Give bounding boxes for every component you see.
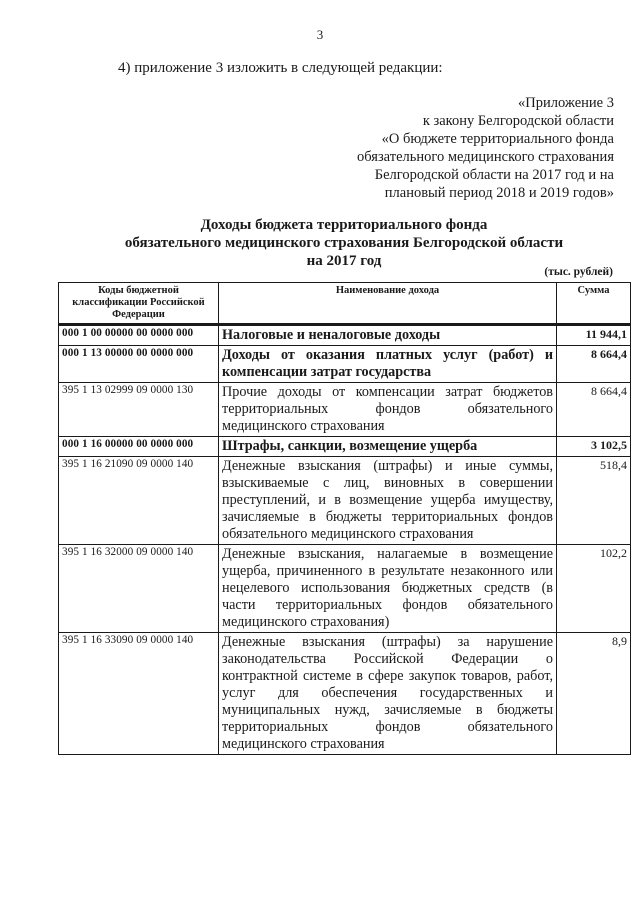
cell-name: Штрафы, санкции, возмещение ущерба [219,437,557,457]
cell-sum: 8,9 [557,633,631,755]
table-row [59,633,631,755]
cell-code: 000 1 16 00000 00 0000 000 [59,437,219,457]
cell-name: Денежные взыскания (штрафы) и иные суммы, взыскиваемые с лиц, виновных в совершении преступлений, и в возмещение ущерба имуществу, зачисляемые в бюджеты территориальных фондов обязательного медицинского страхования [219,457,557,545]
cell-sum: 102,2 [557,545,631,633]
appendix-line: к закону Белгородской области [422,113,614,129]
page-number: 3 [316,27,324,42]
document-title [60,216,628,270]
cell-code: 000 1 13 00000 00 0000 000 [59,346,219,383]
cell-code: 395 1 16 33090 09 0000 140 [59,633,219,755]
appendix-line: плановый период 2018 и 2019 годов» [384,185,614,201]
cell-code: 000 1 00 00000 00 0000 000 [59,325,219,346]
header-name: Наименование дохода [219,283,557,325]
cell-name: Денежные взыскания (штрафы) за нарушение законодательства Российской Федерации о контрактной системе в сфере закупок товаров, работ, услуг для обеспечения государственных и муниципальных нужд, зачисляемые в бюджеты территориальных фондов обязательного медицинского страхования [219,633,557,755]
cell-code: 395 1 16 32000 09 0000 140 [59,545,219,633]
cell-code: 395 1 13 02999 09 0000 130 [59,383,219,437]
table-row [59,457,631,545]
cell-code: 395 1 16 21090 09 0000 140 [59,457,219,545]
appendix-reference [284,94,614,202]
header-sum: Сумма [557,283,631,325]
cell-sum: 8 664,4 [557,383,631,437]
title-line: на 2017 год [306,253,382,269]
appendix-line: «Приложение 3 [518,95,614,111]
cell-name: Налоговые и неналоговые доходы [219,325,557,346]
cell-name: Денежные взыскания, налагаемые в возмещение ущерба, причиненного в результате незаконного или нецелевого использования бюджетных средств (в части территориальных фондов обязательного медицинского страхования) [219,545,557,633]
cell-name: Прочие доходы от компенсации затрат бюджетов территориальных фондов обязательного медицинского страхования [219,383,557,437]
cell-sum: 3 102,5 [557,437,631,457]
revenue-table [58,282,631,755]
title-line: обязательного медицинского страхования Белгородской области [124,235,564,251]
intro-text: 4) приложение 3 изложить в следующей редакции: [118,60,443,76]
table-row [59,545,631,633]
cell-sum: 518,4 [557,457,631,545]
cell-sum: 8 664,4 [557,346,631,383]
cell-name: Доходы от оказания платных услуг (работ) и компенсации затрат государства [219,346,557,383]
appendix-line: Белгородской области на 2017 год и на [374,167,614,183]
table-header-row [59,283,631,325]
appendix-line: «О бюджете территориального фонда [381,131,614,147]
table-row [59,346,631,383]
header-code: Коды бюджетной классификации Российской Федерации [59,283,219,325]
table-row [59,383,631,437]
appendix-line: обязательного медицинского страхования [357,149,614,165]
title-line: Доходы бюджета территориального фонда [200,217,488,233]
units-label: (тыс. рублей) [544,266,613,278]
table-row [59,437,631,457]
cell-sum: 11 944,1 [557,325,631,346]
table-row [59,325,631,346]
